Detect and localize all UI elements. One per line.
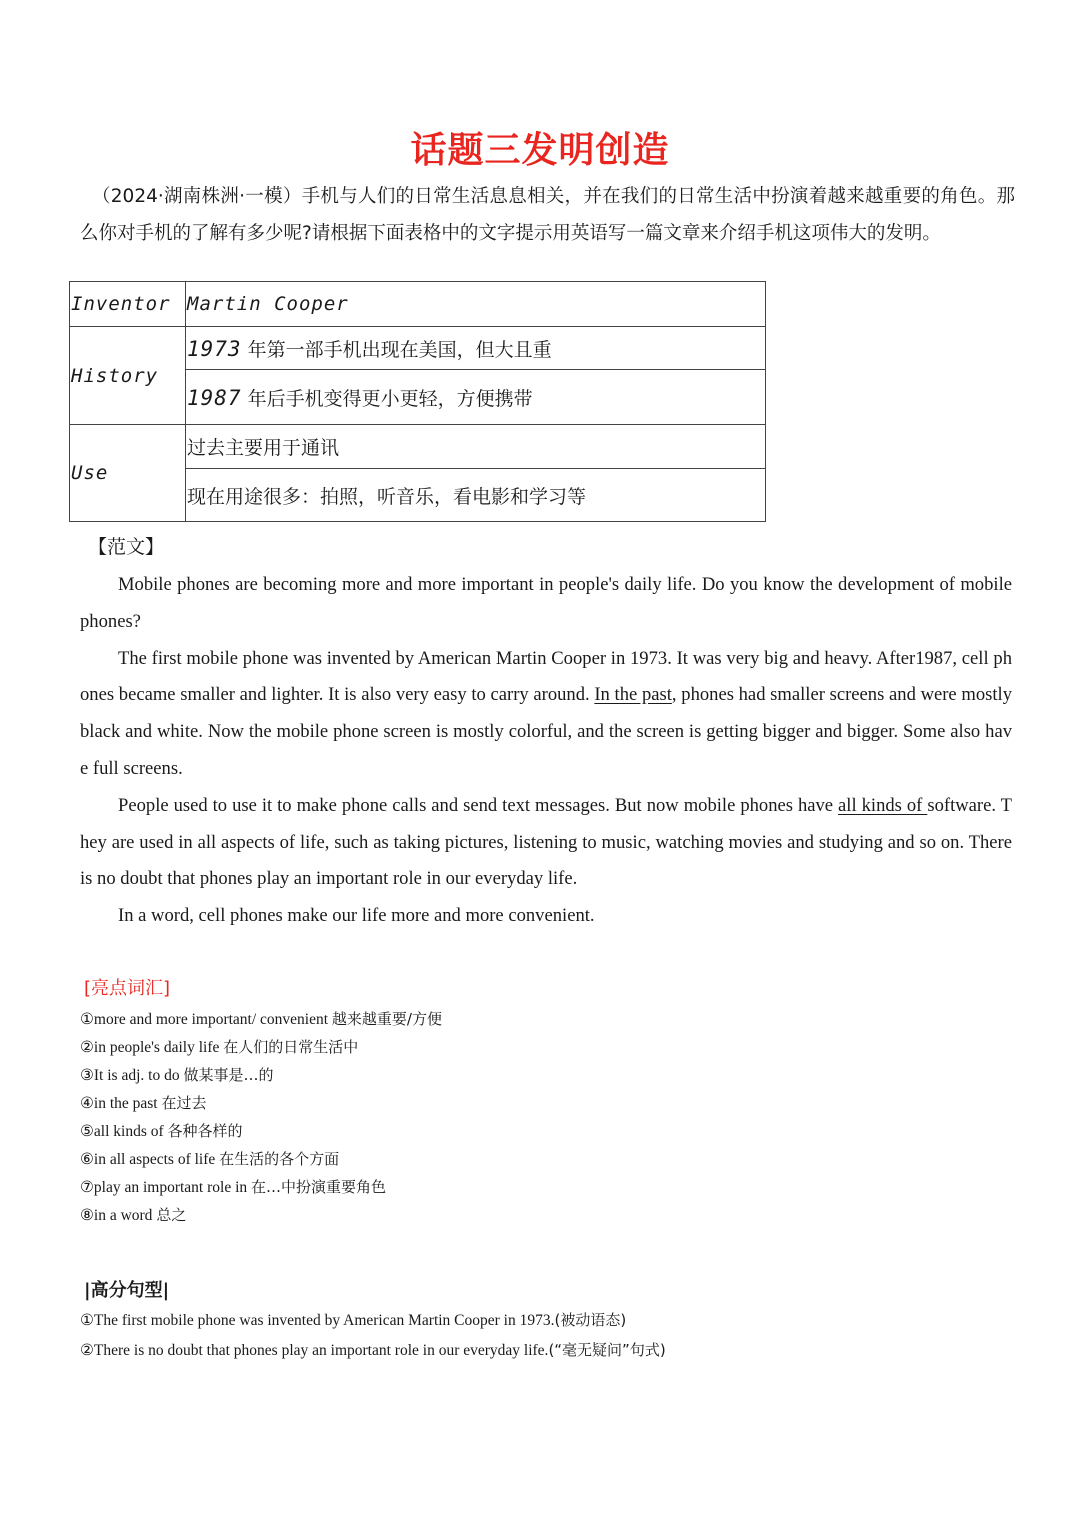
vocab-item <box>80 1173 442 1201</box>
vocab-heading: [亮点词汇] <box>84 978 171 999</box>
sentence-en: ①The first mobile phone was invented by American Martin Cooper in 1973. <box>80 1312 555 1329</box>
vocab-zh: 各种各样的 <box>167 1122 243 1140</box>
vocab-item <box>80 1117 442 1145</box>
essay-p2-underline: In the past <box>594 684 672 706</box>
essay-paragraph-2 <box>80 641 1012 788</box>
vocab-zh: 越来越重要/方便 <box>331 1010 442 1028</box>
sentence-en: ②There is no doubt that phones play an important role in our everyday life. <box>80 1342 549 1359</box>
essay-p2-part-a: The first mobile phone was invented by American Martin Cooper in 1973. It was very big and heavy. After1987, cell phones became smaller and lighter. It is also very easy to carry around. <box>80 647 1012 706</box>
model-essay <box>80 567 1012 935</box>
inventor-value: Martin Cooper <box>186 282 766 327</box>
vocab-zh: 在…中扮演重要角色 <box>251 1178 387 1196</box>
vocab-en: ⑥in all aspects of life <box>80 1151 220 1168</box>
hint-table <box>69 281 766 522</box>
vocab-en: ②in people's daily life <box>80 1039 224 1056</box>
vocab-item <box>80 1033 442 1061</box>
sentence-heading: |高分句型| <box>84 1280 170 1301</box>
vocab-en: ③It is adj. to do <box>80 1067 184 1084</box>
history-row-1 <box>186 327 766 370</box>
vocab-en: ⑦play an important role in <box>80 1179 252 1196</box>
sentence-list <box>80 1305 666 1365</box>
essay-paragraph-4: In a word, cell phones make our life more and more convenient. <box>118 905 595 927</box>
vocab-item <box>80 1201 442 1229</box>
vocab-item <box>80 1061 442 1089</box>
model-essay-heading: 【范文】 <box>88 536 165 558</box>
history-row-2 <box>186 370 766 425</box>
sentence-note: (“毫无疑问”句式) <box>548 1341 666 1359</box>
history-text-1: 年第一部手机出现在美国，但大且重 <box>241 338 552 361</box>
vocab-en: ⑧in a word <box>80 1207 157 1224</box>
use-label: Use <box>70 425 186 522</box>
sentence-item <box>80 1335 666 1365</box>
vocab-item <box>80 1089 442 1117</box>
use-row-2: 现在用途很多：拍照，听音乐，看电影和学习等 <box>186 469 766 522</box>
vocab-en: ⑤all kinds of <box>80 1123 168 1140</box>
use-row-1: 过去主要用于通讯 <box>186 425 766 469</box>
sentence-note: (被动语态) <box>554 1311 627 1329</box>
inventor-label: Inventor <box>70 282 186 327</box>
vocab-en: ①more and more important/ convenient <box>80 1011 332 1028</box>
essay-p3-underline: all kinds of <box>838 794 928 816</box>
writing-prompt: （2024·湖南株洲·一模）手机与人们的日常生活息息相关，并在我们的日常生活中扮演着越来越重要的角色。那么你对手机的了解有多少呢?请根据下面表格中的文字提示用英语写一篇文章来介绍手机这项伟大的发明。 <box>80 186 1015 244</box>
vocab-item <box>80 1145 442 1173</box>
sentence-item <box>80 1305 666 1335</box>
vocab-zh: 总之 <box>156 1206 187 1224</box>
vocab-zh: 在生活的各个方面 <box>219 1150 340 1168</box>
vocab-zh: 做某事是…的 <box>183 1066 274 1084</box>
vocab-item <box>80 1005 442 1033</box>
history-label: History <box>70 327 186 425</box>
vocab-en: ④in the past <box>80 1095 162 1112</box>
essay-p3-part-b: software. They are used in all aspects of life, such as taking pictures, listening to music, watching movies and studying and so on. There is no doubt that phones play an important role in our everyday life. <box>80 794 1013 890</box>
essay-paragraph-1: Mobile phones are becoming more and more important in people's daily life. Do you know the development of mobile phones? <box>80 574 1012 632</box>
history-text-2: 年后手机变得更小更轻，方便携带 <box>241 387 533 410</box>
vocab-zh: 在过去 <box>161 1094 207 1112</box>
history-year-2: 1987 <box>187 385 242 410</box>
history-year-1: 1973 <box>187 336 242 361</box>
essay-p2-part-b: , phones had smaller screens and were mostly black and white. Now the mobile phone screen is mostly colorful, and the screen is getting bigger and bigger. Some also have full screens. <box>80 684 1013 779</box>
vocab-zh: 在人们的日常生活中 <box>223 1038 359 1056</box>
essay-paragraph-3 <box>80 788 1012 898</box>
essay-p3-part-a: People used to use it to make phone calls and send text messages. But now mobile phones have <box>118 794 839 816</box>
vocab-list <box>80 1005 442 1229</box>
page-title: 话题三发明创造 <box>410 130 670 171</box>
